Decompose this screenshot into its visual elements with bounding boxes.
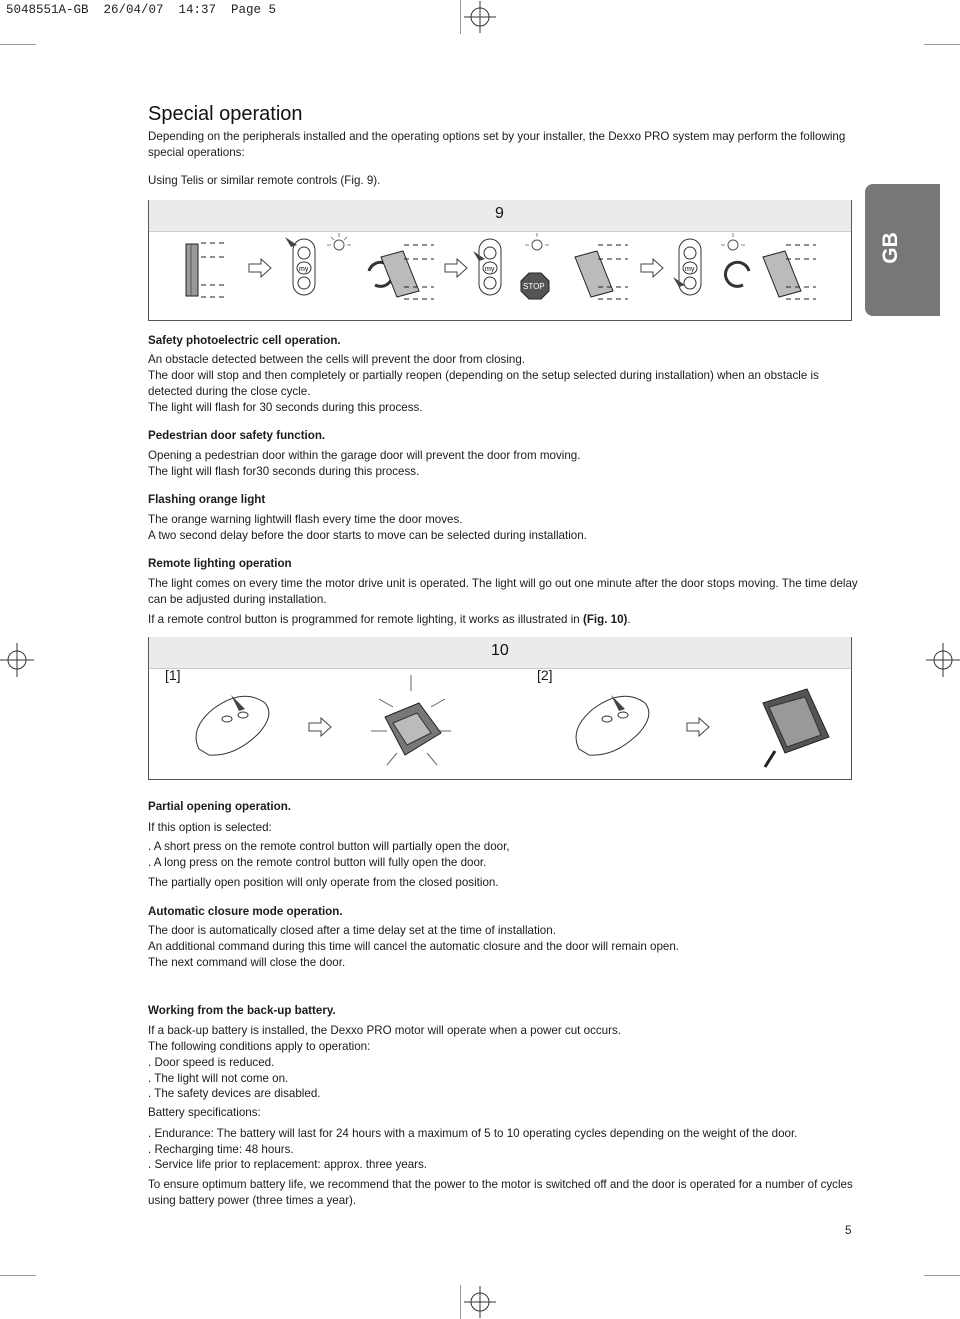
battery-line: . The safety devices are disabled. <box>148 1087 321 1100</box>
figure-10-illustration <box>149 669 851 779</box>
page-number: 5 <box>845 1224 852 1237</box>
arrow-right-icon <box>249 259 271 277</box>
arrow-right-icon <box>641 259 663 277</box>
auto-closure-line: The next command will close the door. <box>148 956 346 969</box>
auto-closure-line: An additional command during this time will cancel the automatic closure and the door will remain open. <box>148 940 680 953</box>
registration-mark-icon <box>926 643 960 677</box>
battery-line: The following conditions apply to operation: <box>148 1040 371 1053</box>
battery-line: . Recharging time: 48 hours. <box>148 1143 294 1156</box>
crop-mark <box>460 1285 461 1319</box>
language-tab-label: GB <box>879 232 902 264</box>
door-opening-icon <box>575 245 628 299</box>
svg-text:my: my <box>485 266 495 273</box>
pedestrian-heading: Pedestrian door safety function. <box>148 429 326 442</box>
figure-10-label-1: [1] <box>165 667 181 683</box>
svg-text:STOP: STOP <box>523 282 545 291</box>
flashing-heading: Flashing orange light <box>148 493 266 506</box>
flashing-light-icon <box>327 233 351 250</box>
safety-line: The light will flash for 30 seconds during this process. <box>148 401 423 414</box>
arrow-right-icon <box>309 718 331 736</box>
flashing-light-icon <box>721 233 745 250</box>
safety-heading: Safety photoelectric cell operation. <box>148 334 341 347</box>
pedestrian-line: Opening a pedestrian door within the garage door will prevent the door from moving. <box>148 449 581 462</box>
partial-line: The partially open position will only operate from the closed position. <box>148 876 499 889</box>
battery-line: . Service life prior to replacement: approx. three years. <box>148 1158 428 1171</box>
crop-mark <box>0 1275 36 1276</box>
rotate-arrow-icon <box>725 262 749 286</box>
language-tab <box>865 184 940 316</box>
remote-lighting-fig-ref: If a remote control button is programmed for remote lighting, it works as illustrated in (Fig. 10). <box>148 613 631 626</box>
remote-control-icon <box>285 237 315 295</box>
svg-text:my: my <box>299 266 309 273</box>
key-fob-remote-icon <box>196 695 269 755</box>
crop-mark <box>924 1275 960 1276</box>
battery-line: . The light will not come on. <box>148 1072 289 1085</box>
light-unit-flashing-icon <box>371 675 451 765</box>
using-telis-text: Using Telis or similar remote controls (Fig. 9). <box>148 174 381 187</box>
remote-control-icon <box>673 239 701 295</box>
pedestrian-line: The light will flash for30 seconds during this process. <box>148 465 420 478</box>
partial-line: If this option is selected: <box>148 821 272 834</box>
partial-heading: Partial opening operation. <box>148 800 292 813</box>
auto-closure-heading: Automatic closure mode operation. <box>148 905 343 918</box>
battery-line: To ensure optimum battery life, we recommend that the power to the motor is switched off and the door is operated for a number of cycles using battery power (three times a year). <box>148 1178 853 1207</box>
crop-mark <box>460 0 461 34</box>
svg-text:my: my <box>685 266 695 273</box>
intro-text: Depending on the peripherals installed and the operating options set by your installer, the Dexxo PRO system may perform the following special operations: <box>148 130 846 159</box>
door-icon <box>186 243 227 297</box>
flashing-light-icon <box>525 233 549 250</box>
key-fob-remote-icon <box>576 695 649 755</box>
remote-lighting-line: The light comes on every time the motor drive unit is operated. The light will go out one minute after the door stops moving. The time delay can be adjusted during installation. <box>148 577 858 606</box>
flashing-line: The orange warning lightwill flash every time the door moves. <box>148 513 463 526</box>
arrow-right-icon <box>687 718 709 736</box>
arrow-right-icon <box>445 259 467 277</box>
door-opening-icon <box>763 245 816 299</box>
figure-9 <box>148 200 852 321</box>
print-header: 5048551A-GB 26/04/07 14:37 Page 5 <box>6 3 277 17</box>
partial-line: . A long press on the remote control button will fully open the door. <box>148 856 487 869</box>
crop-mark <box>0 44 36 45</box>
remote-control-icon <box>473 239 501 295</box>
crop-mark <box>924 44 960 45</box>
registration-mark-icon <box>464 1286 496 1318</box>
safety-line: An obstacle detected between the cells will prevent the door from closing. <box>148 353 526 366</box>
flashing-line: A two second delay before the door starts to move can be selected during installation. <box>148 529 587 542</box>
battery-line: If a back-up battery is installed, the Dexxo PRO motor will operate when a power cut occurs. <box>148 1024 621 1037</box>
battery-line: . Door speed is reduced. <box>148 1056 275 1069</box>
outdoor-light-unit-icon <box>763 689 829 767</box>
battery-heading: Working from the back-up battery. <box>148 1004 336 1017</box>
safety-line: The door will stop and then completely or partially reopen (depending on the setup selected during installation) when an obstacle is detected during the close cycle. <box>148 369 819 398</box>
stop-sign-icon <box>521 273 549 299</box>
door-opening-icon <box>381 245 434 299</box>
battery-line: . Endurance: The battery will last for 24 hours with a maximum of 5 to 10 operating cycles depending on the weight of the door. <box>148 1127 798 1140</box>
page-title: Special operation <box>148 103 303 125</box>
registration-mark-icon <box>0 643 34 677</box>
auto-closure-line: The door is automatically closed after a time delay set at the time of installation. <box>148 924 556 937</box>
remote-lighting-heading: Remote lighting operation <box>148 557 292 570</box>
battery-line: Battery specifications: <box>148 1106 261 1119</box>
figure-9-illustration <box>149 231 851 319</box>
registration-mark-icon <box>464 1 496 33</box>
partial-line: . A short press on the remote control button will partially open the door, <box>148 840 510 853</box>
figure-10 <box>148 637 852 780</box>
figure-10-label-2: [2] <box>537 667 553 683</box>
figure-9-number: 9 <box>495 205 504 222</box>
finger-press-icon <box>285 237 297 247</box>
figure-10-number: 10 <box>491 642 509 659</box>
